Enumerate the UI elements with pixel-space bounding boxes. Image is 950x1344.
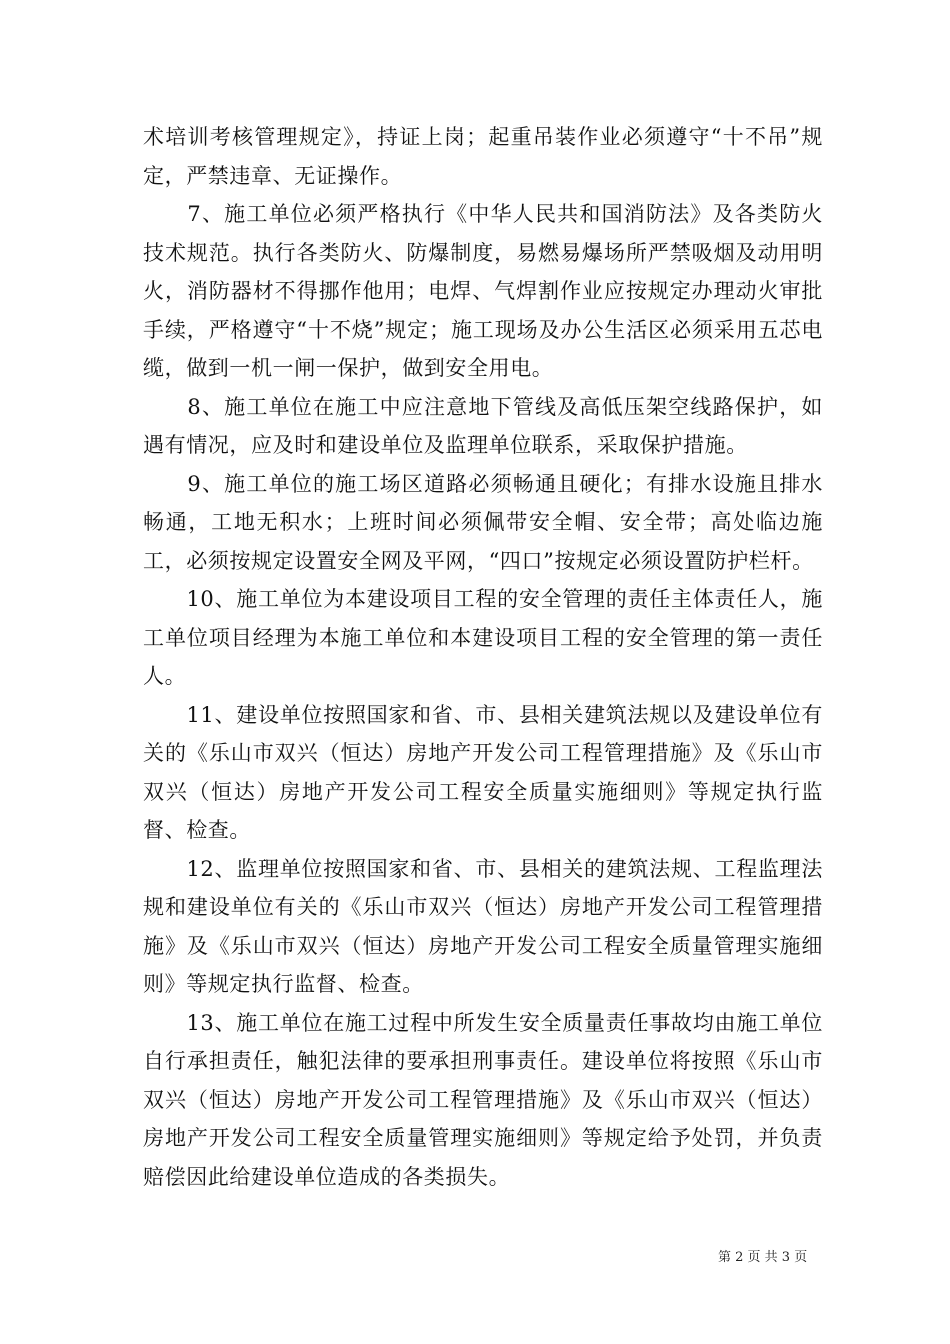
- paragraph-item-10: 10、施工单位为本建设项目工程的安全管理的责任主体责任人，施工单位项目经理为本施工单位和本建设项目工程的安全管理的第一责任人。: [143, 587, 823, 688]
- paragraph-item-11: 11、建设单位按照国家和省、市、县相关建筑法规以及建设单位有关的《乐山市双兴（恒达）房地产开发公司工程管理措施》及《乐山市双兴（恒达）房地产开发公司工程安全质量实施细则》等规定执行监督、检查。: [143, 702, 823, 842]
- page-number-footer: 第 2 页 共 3 页: [718, 1250, 808, 1265]
- paragraph-item-8: 8、施工单位在施工中应注意地下管线及高低压架空线路保护，如遇有情况，应及时和建设单位及监理单位联系，采取保护措施。: [143, 394, 823, 457]
- paragraph-item-13: 13、施工单位在施工过程中所发生安全质量责任事故均由施工单位自行承担责任，触犯法律的要承担刑事责任。建设单位将按照《乐山市双兴（恒达）房地产开发公司工程管理措施》及《乐山市双兴（恒达）房地产开发公司工程安全质量管理实施细则》等规定给予处罚，并负责赔偿因此给建设单位造成的各类损失。: [143, 1010, 823, 1189]
- paragraph-item-12: 12、监理单位按照国家和省、市、县相关的建筑法规、工程监理法规和建设单位有关的《乐山市双兴（恒达）房地产开发公司工程管理措施》及《乐山市双兴（恒达）房地产开发公司工程安全质量管理实施细则》等规定执行监督、检查。: [143, 856, 823, 996]
- paragraph-continuation: 术培训考核管理规定》，持证上岗；起重吊装作业必须遵守“十不吊”规定，严禁违章、无证操作。: [143, 125, 823, 188]
- document-body: [143, 118, 823, 1196]
- paragraph-item-7: 7、施工单位必须严格执行《中华人民共和国消防法》及各类防火技术规范。执行各类防火、防爆制度，易燃易爆场所严禁吸烟及动用明火，消防器材不得挪作他用；电焊、气焊割作业应按规定办理动火审批手续，严格遵守“十不烧”规定；施工现场及办公生活区必须采用五芯电缆，做到一机一闸一保护，做到安全用电。: [143, 202, 823, 380]
- paragraph-item-9: 9、施工单位的施工场区道路必须畅通且硬化；有排水设施且排水畅通，工地无积水；上班时间必须佩带安全帽、安全带；高处临边施工，必须按规定设置安全网及平网，“四口”按规定必须设置防护栏杆。: [143, 471, 823, 573]
